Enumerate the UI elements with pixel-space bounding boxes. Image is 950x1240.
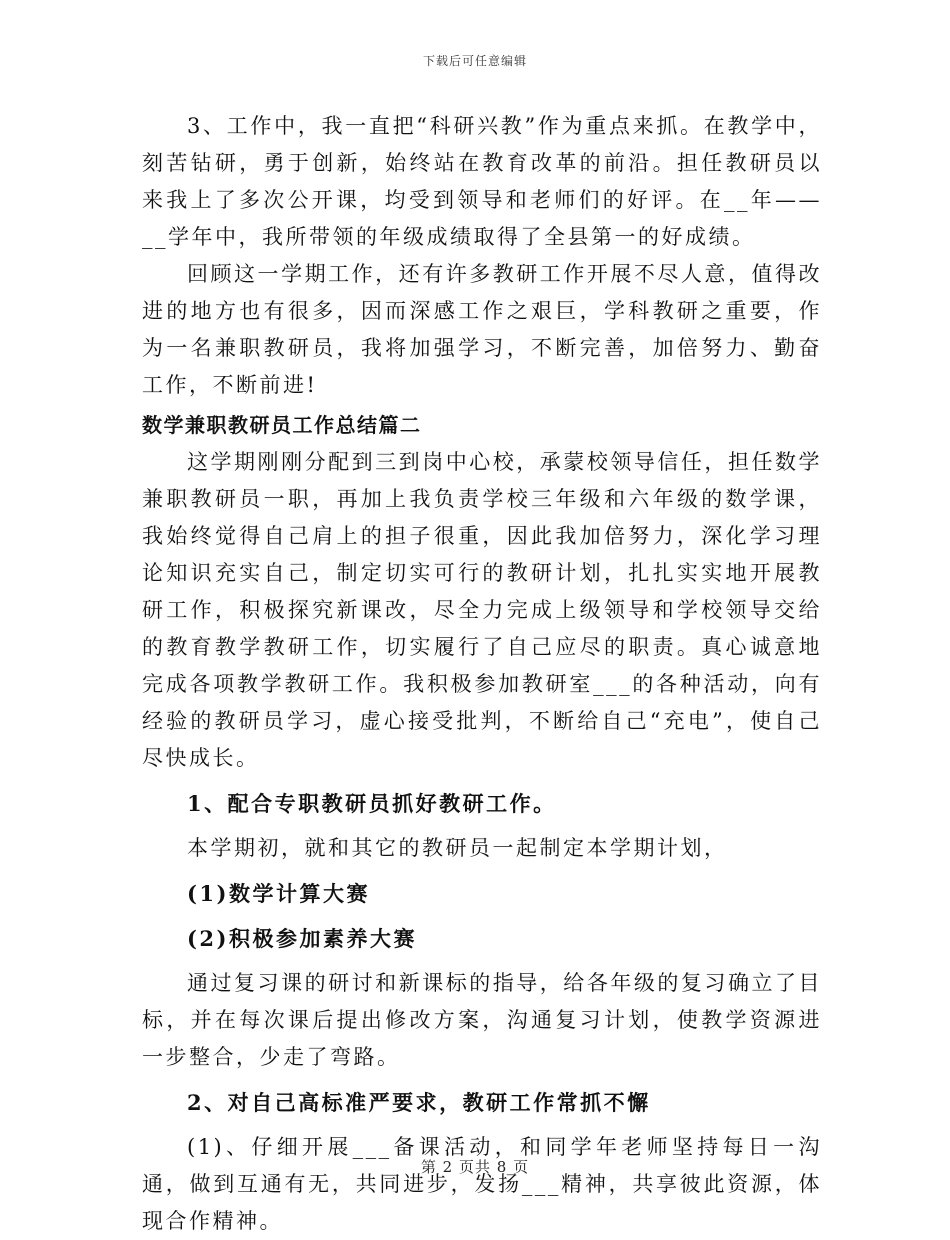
section-title: 数学兼职教研员工作总结篇二 bbox=[142, 413, 422, 437]
heading-high-standards: 2、对自己高标准严要求，教研工作常抓不懈 bbox=[187, 1090, 651, 1115]
list-item-literacy-contest: (2)积极参加素养大赛 bbox=[187, 926, 417, 951]
paragraph-review-lessons: 通过复习课的研讨和新课标的指导，给各年级的复习确立了目标，并在每次课后提出修改方案，沟通复习计划，使教学资源进一步整合，少走了弯路。 bbox=[142, 971, 822, 1069]
paragraph-lesson-prep: (1)、仔细开展___备课活动，和同学年老师坚持每日一沟通，做到互通有无，共同进步，发扬___精神，共享彼此资源，体现合作精神。 bbox=[142, 1135, 822, 1233]
document-body bbox=[142, 108, 822, 1240]
page-footer: 第 2 页共 8 页 bbox=[420, 1158, 530, 1176]
paragraph-research-teaching: 3、工作中，我一直把“科研兴教”作为重点来抓。在教学中，刻苦钻研，勇于创新，始终站在教育改革的前沿。担任教研员以来我上了多次公开课，均受到领导和老师们的好评。在__年——__学年中，我所带领的年级成绩取得了全县第一的好成绩。 bbox=[142, 114, 822, 249]
paragraph-plan: 本学期初，就和其它的教研员一起制定本学期计划， bbox=[187, 836, 728, 860]
page-header: 下载后可任意编辑 bbox=[422, 54, 527, 68]
paragraph-review: 回顾这一学期工作，还有许多教研工作开展不尽人意，值得改进的地方也有很多，因而深感工作之艰巨，学科教研之重要，作为一名兼职教研员，我将加强学习，不断完善，加倍努力、勤奋工作，不断前进! bbox=[142, 262, 822, 397]
paragraph-intro: 这学期刚刚分配到三到岗中心校，承蒙校领导信任，担任数学兼职教研员一职，再加上我负责学校三年级和六年级的数学课，我始终觉得自己肩上的担子很重，因此我加倍努力，深化学习理论知识充实自己，制定切实可行的教研计划，扎扎实实地开展教研工作，积极探究新课改，尽全力完成上级领导和学校领导交给的教育教学教研工作，切实履行了自己应尽的职责。真心诚意地完成各项教学教研工作。我积极参加教研室___的各种活动，向有经验的教研员学习，虚心接受批判，不断给自己“充电”，使自己尽快成长。 bbox=[142, 450, 822, 770]
list-item-calc-contest: (1)数学计算大赛 bbox=[187, 881, 370, 906]
heading-cooperate: 1、配合专职教研员抓好教研工作。 bbox=[187, 791, 557, 816]
